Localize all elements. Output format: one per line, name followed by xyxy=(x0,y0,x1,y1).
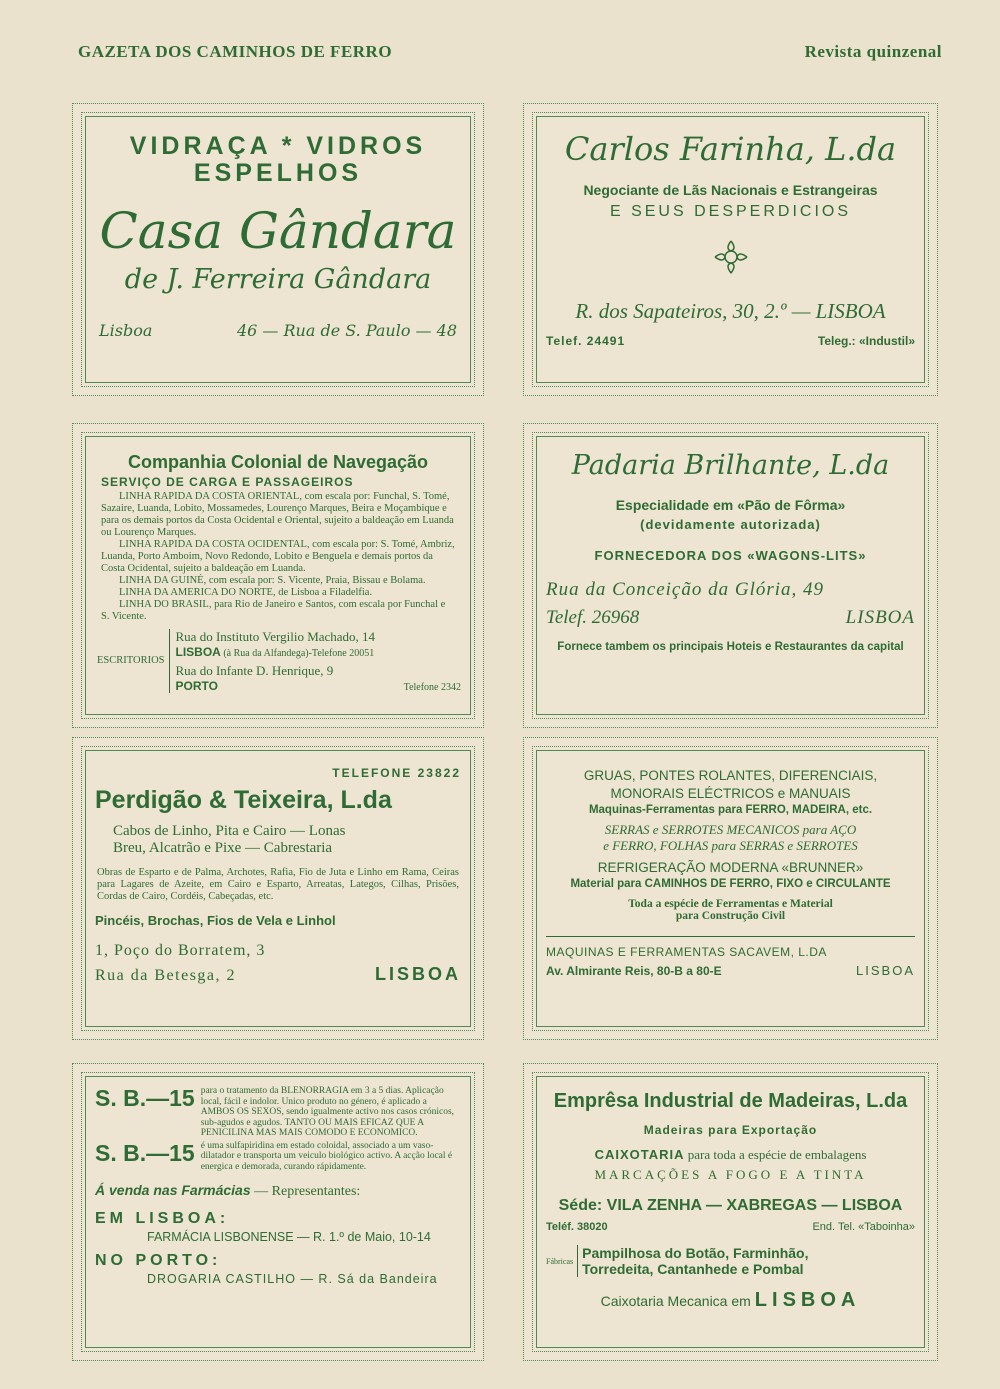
ad7-text1: para o tratamento da BLENORRAGIA em 3 a 5 dias. Aplicação local, fácil e indolor. Unico produto no género, é aplicado a AMBOS OS SEXOS, sendo igualmente activo nos casos crónicos, sub-agudos e agudos. TANTO OU MAIS EFICAZ QUE A PENICILINA MAS MAIS COMODO E ECONOMICO. xyxy=(200,1086,455,1138)
ad2-address: R. dos Sapateiros, 30, 2.º — LISBOA xyxy=(575,299,886,323)
ad4-line3: FORNECEDORA DOS «WAGONS-LITS» xyxy=(594,548,867,563)
ad8-footer-a: Caixotaria Mecanica em xyxy=(600,1293,751,1309)
ad8-factories1: Pampilhosa do Botão, Farminhão, xyxy=(582,1245,809,1261)
ad1-city: Lisboa xyxy=(99,321,153,340)
ad5-line1: Cabos de Linho, Pita e Cairo — Lonas xyxy=(113,823,346,839)
ad7-sale-label: Á venda nas Farmácias xyxy=(95,1182,251,1198)
journal-title: GAZETA DOS CAMINHOS DE FERRO xyxy=(78,42,393,61)
ad5-body: Obras de Esparto e de Palma, Archotes, Rafia, Fio de Juta e Linho em Rama, Ceiras para Lagares de Azeite, em Cairo e Esparto, Arreatas, Lategos, Cilhas, Prisões, Cordas de Cairo, Cordéis, Cabeçadas, etc. xyxy=(97,867,459,902)
ad3-route-3: LINHA DA GUINÉ, com escala por: S. Vicente, Praia, Bissau e Bolama. xyxy=(119,575,426,586)
ad5-addr2: Rua da Betesga, 2 xyxy=(95,967,237,984)
ad3-office1-detail: (à Rua da Alfandega)-Telefone 20051 xyxy=(223,648,375,659)
ad8-phone: Teléf. 38020 xyxy=(546,1221,608,1233)
ad6-company: MAQUINAS E FERRAMENTAS SACAVEM, L.DA xyxy=(546,945,827,959)
ad3-subtitle: SERVIÇO DE CARGA E PASSAGEIROS xyxy=(101,475,354,489)
ad8-teleg: End. Tel. «Taboinha» xyxy=(812,1221,915,1233)
ad5-addr1: 1, Poço do Borratem, 3 xyxy=(95,942,266,959)
ad4-phone: Telef. 26968 xyxy=(546,607,640,628)
ad6-line6: REFRIGERAÇÃO MODERNA «BRUNNER» xyxy=(597,860,864,875)
ad6-line5: e FERRO, FOLHAS para SERRAS e SERROTES xyxy=(603,838,858,853)
ad8-line1: Madeiras para Exportação xyxy=(643,1123,818,1137)
ad4-line2: (devidamente autorizada) xyxy=(640,517,821,532)
ad8-line2b: para toda a espécie de embalagens xyxy=(687,1147,867,1162)
ad6-address: Av. Almirante Reis, 80-B a 80-E xyxy=(546,964,722,978)
ad6-line2: MONORAIS ELÉCTRICOS e MANUAIS xyxy=(610,786,851,801)
ad-padaria-brilhante xyxy=(523,423,938,728)
ad1-line1: VIDRAÇA * VIDROS xyxy=(129,132,427,160)
ad6-line3: Maquinas-Ferramentas para FERRO, MADEIRA, etc. xyxy=(588,804,873,816)
ad1-owner: de J. Ferreira Gândara xyxy=(124,264,432,295)
ad8-factories-label: Fábricas xyxy=(546,1256,574,1266)
ad4-city: LISBOA xyxy=(845,607,915,628)
ad3-route-2: LINHA RAPIDA DA COSTA OCIDENTAL, com escala por: S. Tomé, Ambriz, Luanda, Porto Amboim, Novo Redondo, Lobito e Benguela e demais portos da Costa Ocidental, sujeito a baldeação em Luanda. xyxy=(101,539,455,574)
ad5-phone: TELEFONE 23822 xyxy=(332,766,461,780)
ad3-title: Companhia Colonial de Navegação xyxy=(127,452,429,472)
ad2-line2: E SEUS DESPERDICIOS xyxy=(609,203,852,220)
ad2-teleg: Teleg.: «Industil» xyxy=(817,334,915,348)
ad2-line1: Negociante de Lãs Nacionais e Estrangeiras xyxy=(583,182,878,198)
ad7-porto-label: NO PORTO: xyxy=(95,1252,222,1269)
ad8-line3: MARCAÇÕES A FOGO E A TINTA xyxy=(594,1167,867,1182)
ad2-name: Carlos Farinha, L.da xyxy=(564,130,897,168)
ad4-footer: Fornece tambem os principais Hoteis e Restaurantes da capital xyxy=(557,641,904,653)
ad8-footer-b: LISBOA xyxy=(754,1289,861,1311)
ad6-line9: para Construção Civil xyxy=(675,910,786,922)
ad8-factories2: Torredeita, Cantanhede e Pombal xyxy=(582,1261,804,1277)
ad1-name: Casa Gândara xyxy=(99,202,457,260)
ad3-office1-street: Rua do Instituto Vergilio Machado, 14 xyxy=(175,629,376,644)
ad3-route-1: LINHA RAPIDA DA COSTA ORIENTAL, com escala por: Funchal, S. Tomé, Sazaire, Luanda, Lobito, Mossamedes, Lourenço Marques, Beira e Moçambique e para os demais portos da Costa Ocidental e Oriental, sujeito a baldeação em Luanda ou Lourenço Marques. xyxy=(101,491,454,538)
ad6-line1: GRUAS, PONTES ROLANTES, DIFERENCIAIS, xyxy=(583,768,878,783)
ad-companhia-colonial xyxy=(72,423,484,728)
ad4-name: Padaria Brilhante, L.da xyxy=(571,450,890,481)
ad1-line2: ESPELHOS xyxy=(193,159,363,187)
ad7-product2: S. B.—15 xyxy=(95,1139,195,1166)
ad6-city: LISBOA xyxy=(856,963,915,978)
ad-maquinas-sacavem xyxy=(523,737,938,1040)
ad7-product: S. B.—15 xyxy=(95,1085,195,1111)
ad-empresa-madeiras xyxy=(523,1063,938,1361)
ad3-office2-phone: Telefone 2342 xyxy=(403,682,461,693)
ad7-reps: — Representantes: xyxy=(254,1184,361,1199)
ad2-phone: Telef. 24491 xyxy=(546,334,626,348)
ad3-route-4: LINHA DA AMERICA DO NORTE, de Lisboa a Filadelfia. xyxy=(119,587,373,598)
ad8-name: Emprêsa Industrial de Madeiras, L.da xyxy=(553,1090,908,1112)
ad5-city: LISBOA xyxy=(374,964,461,984)
ad8-line2a: CAIXOTARIA xyxy=(594,1147,685,1162)
ad3-office2-city: PORTO xyxy=(175,679,218,693)
ad3-office1-city: LISBOA xyxy=(175,645,221,659)
ad6-line4: SERRAS e SERROTES MECANICOS para AÇO xyxy=(604,822,857,837)
ad-carlos-farinha xyxy=(523,103,938,396)
ad5-line2: Breu, Alcatrão e Pixe — Cabrestaria xyxy=(113,840,333,856)
ad4-street: Rua da Conceição da Glória, 49 xyxy=(546,579,825,600)
ad3-office2-street: Rua do Infante D. Henrique, 9 xyxy=(175,663,334,678)
ad4-line1: Especialidade em «Pão de Fôrma» xyxy=(615,497,846,513)
ad7-text2: é uma sulfapiridina em estado coloidal, associado a um vaso-dilatador e transporta um veiculo biológico activo. A acção local é energica e demorada, curando rápidamente. xyxy=(200,1140,453,1172)
ad-casa-gandara xyxy=(72,103,484,396)
floral-ornament-icon xyxy=(711,237,751,277)
ad7-lisboa-label: EM LISBOA: xyxy=(95,1210,230,1227)
ad7-porto-shop: DROGARIA CASTILHO — R. Sá da Bandeira xyxy=(147,1272,438,1286)
ad3-offices-label: ESCRITORIOS xyxy=(97,655,165,666)
ad3-route-5: LINHA DO BRASIL, para Rio de Janeiro e Santos, com escala por Funchal e S. Vicente. xyxy=(101,599,446,622)
ad5-name: Perdigão & Teixeira, L.da xyxy=(95,786,392,814)
ad6-line7: Material para CAMINHOS DE FERRO, FIXO e CIRCULANTE xyxy=(570,878,891,890)
ad5-line3: Pincéis, Brochas, Fios de Vela e Linhol xyxy=(95,913,336,928)
ad7-lisboa-shop: FARMÁCIA LISBONENSE — R. 1.º de Maio, 10-14 xyxy=(147,1230,431,1244)
ad8-seat: Séde: VILA ZENHA — XABREGAS — LISBOA xyxy=(558,1197,903,1214)
ad1-address: 46 — Rua de S. Paulo — 48 xyxy=(236,321,457,340)
ad-sb15 xyxy=(72,1063,484,1361)
ad6-line8: Toda a espécie de Ferramentas e Material xyxy=(628,898,833,910)
journal-subtitle: Revista quinzenal xyxy=(804,42,942,61)
ad-perdigao-teixeira xyxy=(72,737,484,1040)
